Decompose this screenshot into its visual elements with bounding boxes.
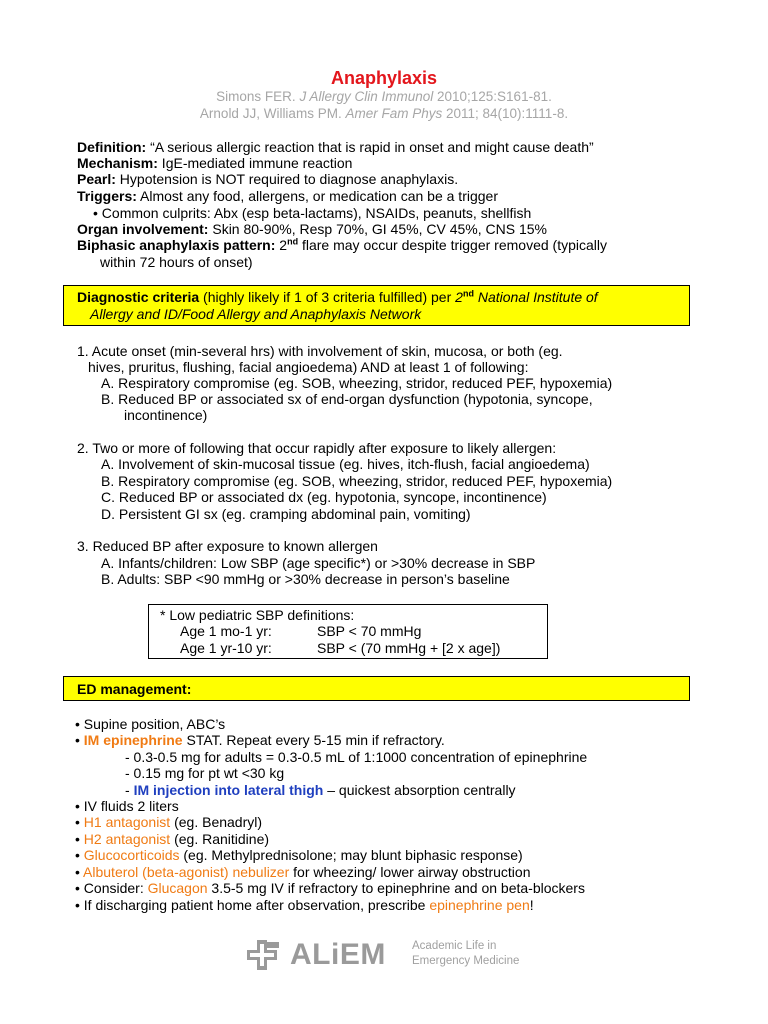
mgmt-glucagon: • Consider: Glucagon 3.5-5 mg IV if refractory to epinephrine and on beta-blockers xyxy=(75,880,585,896)
mgmt-albuterol: • Albuterol (beta-agonist) nebulizer for wheezing/ lower airway obstruction xyxy=(75,864,531,880)
diagnostic-criteria-line-2: Allergy and ID/Food Allergy and Anaphylaxis Network xyxy=(90,306,422,322)
organ-line: Organ involvement: Skin 80-90%, Resp 70%, GI 45%, CV 45%, CNS 15% xyxy=(77,221,547,237)
mgmt-supine: • Supine position, ABC’s xyxy=(75,716,226,732)
criterion-2d: D. Persistent GI sx (eg. cramping abdominal pain, vomiting) xyxy=(101,506,471,522)
criterion-3a: A. Infants/children: Low SBP (age specific*) or >30% decrease in SBP xyxy=(101,555,536,571)
ed-management-heading: ED management: xyxy=(77,681,192,697)
criterion-1-cont: hives, pruritus, flushing, facial angioedema) AND at least 1 of following: xyxy=(88,359,529,375)
pediatric-row-2-age: Age 1 yr-10 yr: xyxy=(180,640,272,656)
triggers-line: Triggers: Almost any food, allergens, or medication can be a trigger xyxy=(77,188,498,204)
biphasic-line: Biphasic anaphylaxis pattern: 2nd flare may occur despite trigger removed (typically xyxy=(77,236,607,253)
pediatric-row-1-age: Age 1 mo-1 yr: xyxy=(180,623,272,639)
biphasic-line-2: within 72 hours of onset) xyxy=(100,254,253,270)
culprits-line: • Common culprits: Abx (esp beta-lactams), NSAIDs, peanuts, shellfish xyxy=(93,205,532,221)
aliem-tagline-1: Academic Life in xyxy=(412,940,497,952)
mgmt-h1: • H1 antagonist (eg. Benadryl) xyxy=(75,814,263,830)
mgmt-glucocorticoids: • Glucocorticoids (eg. Methylprednisolone; may blunt biphasic response) xyxy=(75,847,523,863)
criterion-2: 2. Two or more of following that occur rapidly after exposure to likely allergen: xyxy=(77,440,557,456)
criterion-3b: B. Adults: SBP <90 mmHg or >30% decrease in person’s baseline xyxy=(101,571,510,587)
diagnostic-criteria-box xyxy=(63,285,690,326)
mgmt-epi-dose-adult: - 0.3-0.5 mg for adults = 0.3-0.5 mL of 1:1000 concentration of epinephrine xyxy=(125,749,588,765)
criterion-2c: C. Reduced BP or associated dx (eg. hypotonia, syncope, incontinence) xyxy=(101,489,547,505)
aliem-tagline-2: Emergency Medicine xyxy=(412,955,520,967)
criterion-1: 1. Acute onset (min-several hrs) with involvement of skin, mucosa, or both (eg. xyxy=(77,343,563,359)
pediatric-sbp-title: * Low pediatric SBP definitions: xyxy=(160,607,355,623)
page-title: Anaphylaxis xyxy=(330,68,438,88)
pearl-line: Pearl: Hypotension is NOT required to diagnose anaphylaxis. xyxy=(77,171,459,187)
reference-2: Arnold JJ, Williams PM. Amer Fam Phys 2011; 84(10):1111-8. xyxy=(199,106,569,121)
aliem-logo-text: ALiEM xyxy=(290,938,386,971)
pediatric-row-1-value: SBP < 70 mmHg xyxy=(317,623,422,639)
diagnostic-criteria-line-1: Diagnostic criteria (highly likely if 1 of 3 criteria fulfilled) per 2nd National Institute of xyxy=(77,288,598,305)
criterion-2b: B. Respiratory compromise (eg. SOB, wheezing, stridor, reduced PEF, hypoxemia) xyxy=(101,473,613,489)
pediatric-sbp-box xyxy=(148,604,548,659)
mgmt-iv-fluids: • IV fluids 2 liters xyxy=(75,798,179,814)
criterion-2a: A. Involvement of skin-mucosal tissue (eg. hives, itch-flush, facial angioedema) xyxy=(101,456,590,472)
criterion-1a: A. Respiratory compromise (eg. SOB, wheezing, stridor, reduced PEF, hypoxemia) xyxy=(101,375,613,391)
definition-line: Definition: “A serious allergic reaction that is rapid in onset and might cause death” xyxy=(77,139,594,155)
criterion-3: 3. Reduced BP after exposure to known allergen xyxy=(77,538,378,554)
mgmt-epi-dose-peds: - 0.15 mg for pt wt <30 kg xyxy=(125,765,285,781)
mgmt-h2: • H2 antagonist (eg. Ranitidine) xyxy=(75,831,270,847)
criterion-1b: B. Reduced BP or associated sx of end-organ dysfunction (hypotonia, syncope, xyxy=(101,391,593,407)
pediatric-row-2-value: SBP < (70 mmHg + [2 x age]) xyxy=(317,640,501,656)
ed-management-box xyxy=(63,676,690,701)
aliem-logo-icon xyxy=(244,940,282,970)
criterion-1b-cont: incontinence) xyxy=(124,407,208,423)
mechanism-line: Mechanism: IgE-mediated immune reaction xyxy=(77,155,353,171)
reference-1: Simons FER. J Allergy Clin Immunol 2010;125:S161-81. xyxy=(216,89,552,104)
mgmt-epi-route: - IM injection into lateral thigh – quickest absorption centrally xyxy=(125,782,516,798)
mgmt-epinephrine: • IM epinephrine STAT. Repeat every 5-15 min if refractory. xyxy=(75,732,445,748)
mgmt-discharge: • If discharging patient home after observation, prescribe epinephrine pen! xyxy=(75,897,534,913)
